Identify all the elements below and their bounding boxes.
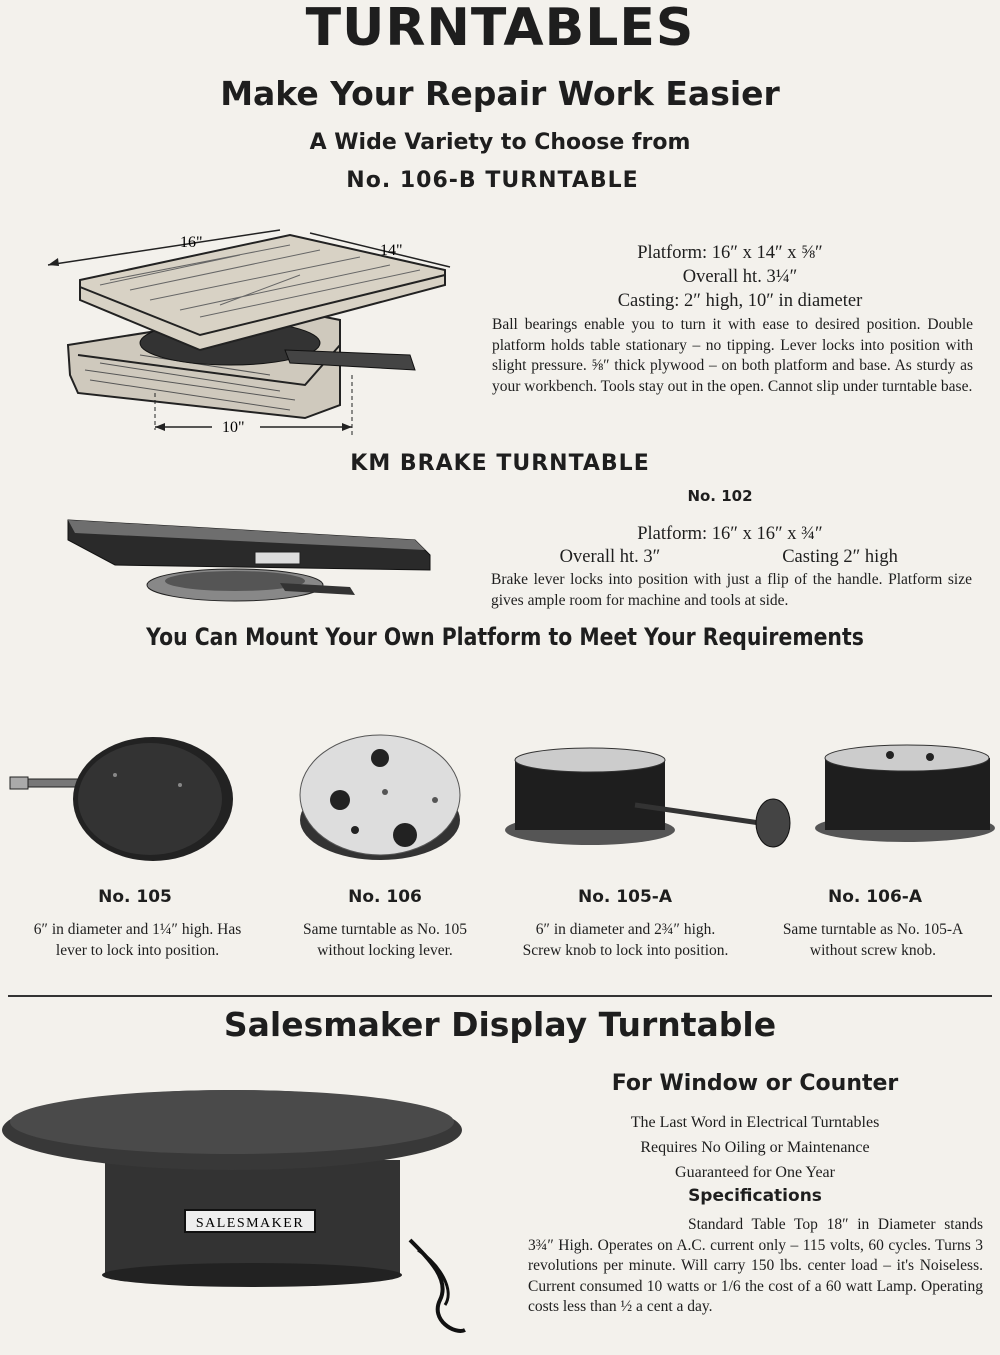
turntable-106b-heading: No. 106-B TURNTABLE xyxy=(346,168,639,193)
dimension-label-depth: 14" xyxy=(380,242,403,259)
product-106a-image xyxy=(810,740,1000,845)
turntable-106b-illustration xyxy=(40,225,470,445)
salesmaker-feature: The Last Word in Electrical Turntables xyxy=(630,1114,880,1131)
dimension-label-casting: 10" xyxy=(222,419,245,436)
salesmaker-heading: Salesmaker Display Turntable xyxy=(223,1005,777,1044)
product-105-description: 6″ in diameter and 1¼″ high. Has lever to lock into position. xyxy=(33,921,242,959)
km-brake-model: No. 102 xyxy=(687,487,753,505)
specifications-heading: Specifications xyxy=(688,1186,822,1206)
section-divider xyxy=(8,995,992,997)
km-brake-overall-height: Overall ht. 3″ xyxy=(559,547,661,567)
product-106-description: Same turntable as No. 105 without locking lever. xyxy=(302,921,467,959)
km-brake-heading: KM BRAKE TURNTABLE xyxy=(350,451,650,476)
dimension-label-width: 16" xyxy=(180,234,203,251)
page-tagline: A Wide Variety to Choose from xyxy=(309,130,691,155)
product-105a-description: 6″ in diameter and 2¾″ high. Screw knob to lock into position. xyxy=(522,921,729,959)
salesmaker-feature: Guaranteed for One Year xyxy=(675,1164,835,1181)
product-106a-description: Same turntable as No. 105-A without screw knob. xyxy=(782,921,964,959)
salesmaker-subheading: For Window or Counter xyxy=(611,1071,899,1096)
turntable-106b-description: Ball bearings enable you to turn it with ease to desired position. Double platform holds table stationary – no tipping. Lever locks into position with slight pressure. ⅝″ thick plywood – on both platform and base. As sturdy as your workbench. Tools stay out in the open. Cannot slip under turntable base. xyxy=(492,316,973,395)
salesmaker-turntable-image xyxy=(0,1090,480,1355)
km-brake-illustration xyxy=(60,515,440,610)
page-title: TURNTABLES xyxy=(305,0,695,58)
salesmaker-spec-text: Standard Table Top 18″ in Diameter stands 3¾″ High. Operates on A.C. current only – 115 volts, 60 cycles. Turns 3 revolutions per minute. Will carry 150 lbs. center load – it's Noiseless. Current consumed 10 watts or 1/6 the cost of a 60 watt Lamp. Operating costs less than ½ a cent a day. xyxy=(528,1216,983,1315)
product-105a-image xyxy=(505,745,800,860)
product-106-image xyxy=(295,730,465,865)
salesmaker-feature: Requires No Oiling or Maintenance xyxy=(640,1139,870,1156)
product-105a-label: No. 105-A xyxy=(578,887,672,907)
turntable-106b-spec-platform: Platform: 16″ x 14″ x ⅝″ xyxy=(637,243,823,263)
km-brake-casting: Casting 2″ high xyxy=(782,547,898,567)
turntable-106b-spec-casting: Casting: 2″ high, 10″ in diameter xyxy=(617,291,863,311)
salesmaker-badge: SALESMAKER xyxy=(195,1216,305,1231)
km-brake-description: Brake lever locks into position with just a flip of the handle. Platform size gives ample room for machine and tools at side. xyxy=(491,571,972,609)
turntable-106b-spec-height: Overall ht. 3¼″ xyxy=(682,267,798,287)
product-106a-label: No. 106-A xyxy=(828,887,922,907)
mount-platform-heading: You Can Mount Your Own Platform to Meet Your Requirements xyxy=(146,623,864,651)
page-subtitle: Make Your Repair Work Easier xyxy=(220,74,780,113)
product-105-image xyxy=(5,735,235,865)
product-106-label: No. 106 xyxy=(348,887,422,907)
km-brake-platform: Platform: 16″ x 16″ x ¾″ xyxy=(637,524,823,544)
product-105-label: No. 105 xyxy=(98,887,172,907)
